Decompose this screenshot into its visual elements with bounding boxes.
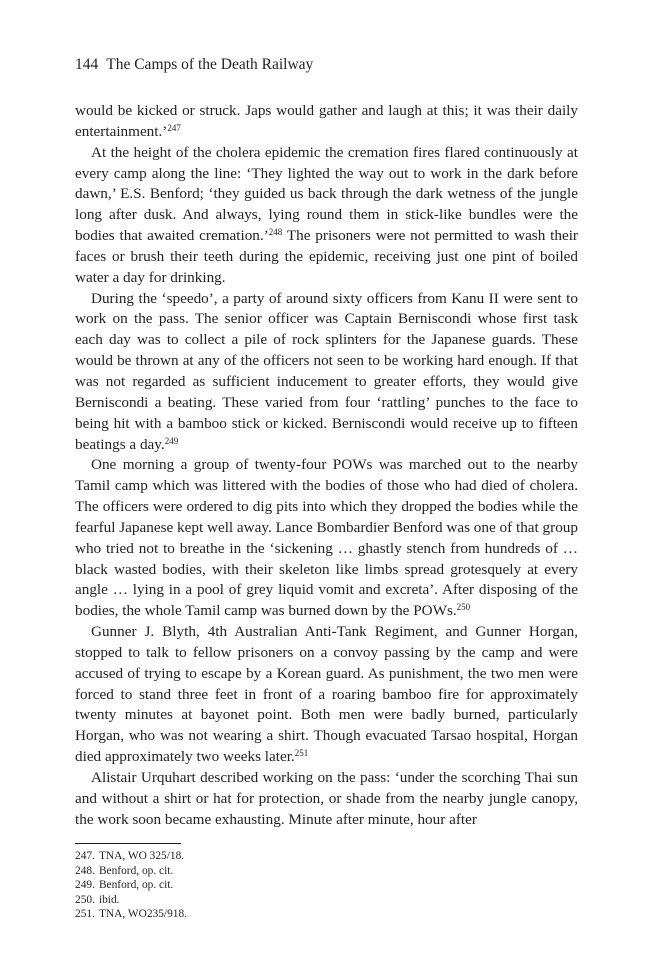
paragraph-text: Alistair Urquhart described working on the pass: ‘under the scorching Thai sun and without a shirt or hat for protection, or shade from the nearby jungle canopy, the work soon became exhausting. Minute after minute, hour after (75, 769, 578, 828)
body-text (75, 101, 578, 831)
paragraph (75, 289, 578, 456)
footnote-number: 250. (75, 893, 95, 906)
footnotes (75, 849, 578, 922)
footnote-number: 249. (75, 879, 95, 892)
footnote (75, 893, 578, 908)
paragraph-text: At the height of the cholera epidemic the cremation fires flared continuously at every camp along the line: ‘They lighted the way out to work in the dark before dawn,’ E.S. Benford; ‘they guided us back through the dark wetness of the jungle long after dusk. And always, lying round them in stick-like bundles were the bodies that awaited cremation.’ (75, 143, 578, 245)
footnote-text: ibid. (98, 893, 120, 906)
running-head (75, 56, 313, 74)
footnote (75, 878, 578, 893)
footnote-text: TNA, WO 325/18. (98, 850, 185, 862)
footnote-text: Benford, op. cit. (98, 864, 174, 877)
paragraph (75, 768, 578, 831)
footnote (75, 864, 578, 879)
book-title: The Camps of the Death Railway (106, 56, 314, 73)
paragraph-text: Gunner J. Blyth, 4th Australian Anti-Tank Regiment, and Gunner Horgan, stopped to talk to fellow prisoners on a convoy passing by the camp and were accused of trying to escape by a Korean guard. As punishment, the two men were forced to stand three feet in front of a roaring bamboo fire for approximately twenty minutes at bayonet point. Both men were badly burned, particularly Horgan, who was not wearing a shirt. Though evacuated Tarsao hospital, Horgan died approximately two weeks later. (75, 623, 578, 766)
footnote-ref: 251 (294, 748, 309, 759)
footnote-ref: 250 (456, 602, 471, 613)
paragraph (75, 622, 578, 768)
paragraph-text: During the ‘speedo’, a party of around sixty officers from Kanu II were sent to work on the pass. The senior officer was Captain Berniscondi whose first task each day was to collect a pile of rock splinters for the Japanese guards. These would be thrown at any of the officers not seen to be working hard enough. If that was not regarded as sufficient inducement to greater efforts, they would give Berniscondi a beating. These varied from four ‘rattling’ punches to the face to being hit with a bamboo stick or kicked. Berniscondi would receive up to fifteen beatings a day. (75, 289, 578, 453)
paragraph (75, 455, 578, 622)
book-page (75, 0, 578, 975)
footnote-ref: 249 (164, 435, 179, 446)
footnote-divider (75, 843, 181, 844)
footnote-text: TNA, WO235/918. (98, 908, 187, 921)
paragraph-text: One morning a group of twenty-four POWs was marched out to the nearby Tamil camp which was littered with the bodies of those who had died of cholera. The officers were ordered to dig pits into which they dropped the bodies while the fearful Japanese kept well away. Lance Bombardier Benford was one of that group who tried not to breathe in the ‘sickening … ghastly stench from hundreds of … black wasted bodies, with their skeleton like limbs spread grotesquely at every angle … lying in a pool of grey liquid vomit and excreta’. After disposing of the bodies, the whole Tamil camp was burned down by the POWs. (75, 456, 578, 620)
paragraph (75, 143, 578, 289)
footnote-text: Benford, op. cit. (98, 879, 174, 892)
paragraph-text-after-ref: The prisoners were not permitted to wash their faces or brush their teeth during the epidemic, receiving just one pint of boiled water a day for drinking. (75, 227, 578, 286)
page-number: 144 (75, 56, 99, 73)
footnote-ref: 247 (167, 122, 181, 133)
paragraph (75, 101, 578, 143)
paragraph-text: would be kicked or struck. Japs would gather and laugh at this; it was their daily entertainment.’ (75, 102, 578, 140)
footnote-number: 247. (75, 850, 95, 862)
footnote-number: 251. (75, 908, 95, 921)
footnote (75, 849, 578, 864)
footnote-ref: 248 (268, 227, 283, 238)
footnote-number: 248. (75, 864, 95, 877)
footnote (75, 907, 578, 922)
